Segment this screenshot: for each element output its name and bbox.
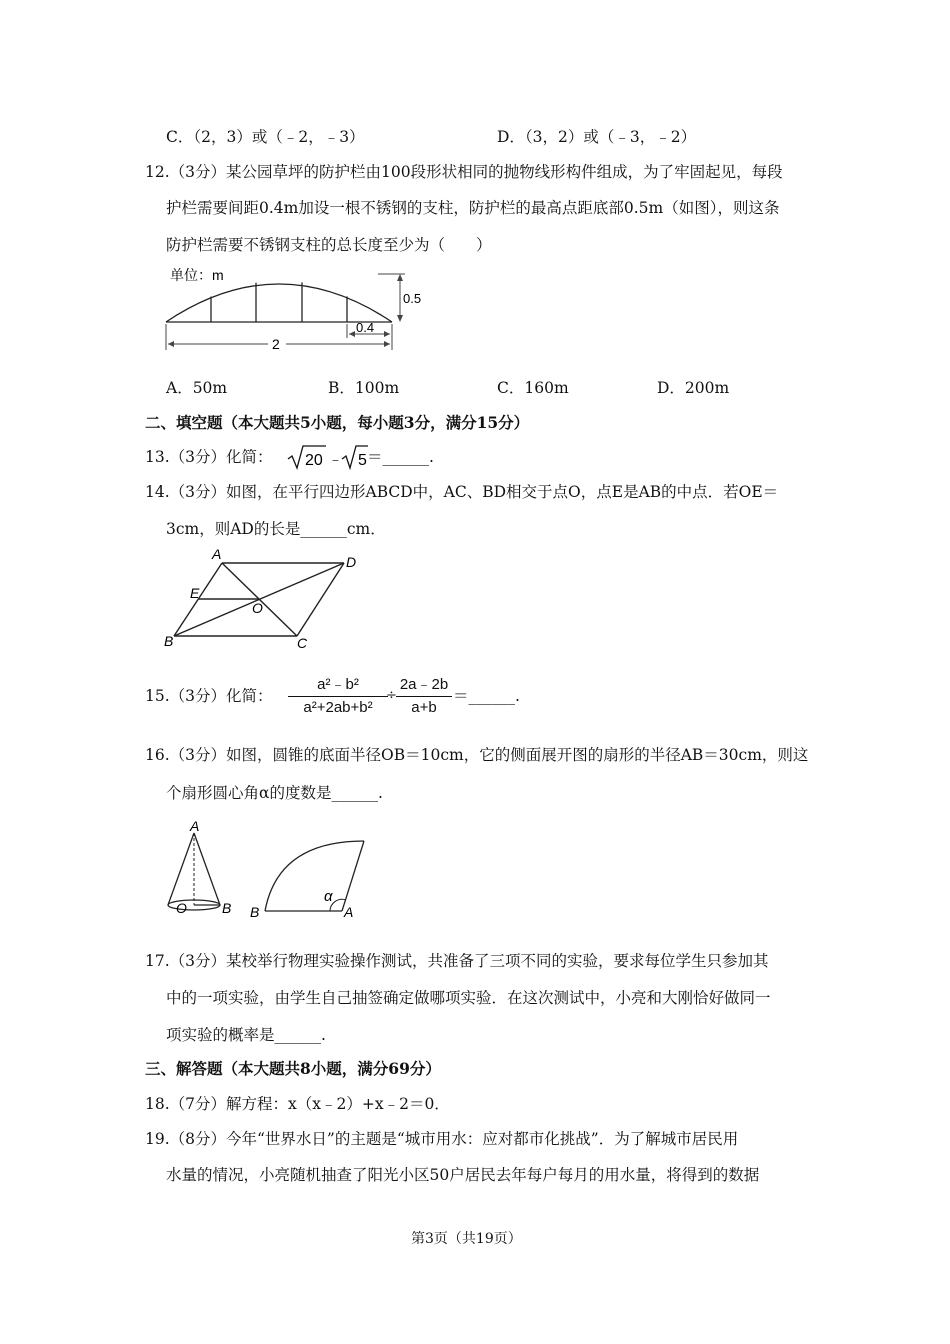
q12-height-label: 0.5 (403, 291, 422, 306)
q17-text-line2: 中的一项实验，由学生自己抽签确定做哪项实验．在这次测试中，小亮和大刚恰好做同一 (166, 989, 771, 1007)
q15-fraction-2 (396, 673, 452, 716)
q11-option-c: C．（2，3）或（﹣2，﹣3） (166, 128, 365, 146)
q13-radicand-1: 20 (305, 452, 323, 469)
q11-option-d: D．（3，2）或（﹣3，﹣2） (497, 128, 697, 146)
section-2-heading: 二、填空题（本大题共5小题，每小题3分，满分15分） (145, 413, 530, 432)
q12-text-line3: 防护栏需要不锈钢支柱的总长度至少为（ ） (166, 236, 492, 254)
q16-text-line1: 16.（3分）如图，圆锥的底面半径OB＝10cm，它的侧面展开图的扇形的半径AB＝30cm，则这 (145, 746, 809, 764)
section-3-heading: 三、解答题（本大题共8小题，满分69分） (145, 1059, 441, 1078)
q16-sector-label-b: B (250, 904, 260, 920)
q16-cone-figure (160, 815, 390, 925)
q14-text-line2: 3cm，则AD的长是______cm． (166, 520, 386, 538)
q16-sector-label-a: A (344, 904, 354, 920)
q14-label-e: E (190, 585, 200, 601)
q14-label-c: C (297, 635, 308, 651)
q14-label-o: O (252, 600, 263, 616)
q16-cone-label-a: A (190, 818, 200, 834)
q12-fence-figure (160, 262, 430, 354)
q12-option-b: B．100m (328, 379, 400, 397)
q19-text-line1: 19.（8分）今年“世界水日”的主题是“城市用水：应对都市化挑战”．为了解城市居民用 (145, 1130, 739, 1148)
q18-text: 18.（7分）解方程：x（x﹣2）+x﹣2＝0． (145, 1095, 450, 1113)
q17-text-line3: 项实验的概率是______. (166, 1026, 326, 1044)
q15-fraction-1 (288, 673, 388, 716)
q14-text-line1: 14.（3分）如图，在平行四边形ABCD中，AC、BD相交于点O，点E是AB的中点．若OE＝ (145, 483, 779, 501)
q12-option-a: A．50m (166, 379, 228, 397)
q14-parallelogram-figure (160, 548, 370, 652)
q13-suffix: ＝______. (367, 448, 434, 466)
q15-divide-sign: ÷ (386, 688, 397, 703)
q16-sector-label-alpha: α (324, 888, 333, 905)
q16-cone-label-o: O (176, 900, 187, 916)
q15-numerator-2: 2a﹣2b (396, 673, 452, 697)
q16-cone-label-b: B (222, 900, 232, 916)
q12-option-d: D．200m (657, 379, 730, 397)
q12-option-c: C．160m (497, 379, 569, 397)
q14-label-b: B (164, 633, 174, 649)
q13-minus: ﹣ (328, 451, 344, 468)
q12-unit-label: 单位：m (170, 267, 224, 283)
q15-denominator-1: a²+2ab+b² (303, 699, 373, 716)
q17-text-line1: 17.（3分）某校举行物理实验操作测试，共准备了三项不同的实验，要求每位学生只参加其 (145, 952, 769, 970)
q15-denominator-2: a+b (411, 699, 437, 716)
q16-text-line2: 个扇形圆心角α的度数是______. (166, 784, 383, 802)
q12-text-line2: 护栏需要间距0.4m加设一根不锈钢的支柱，防护栏的最高点距底部0.5m（如图），则这条 (166, 199, 780, 217)
q12-gap-label: 0.4 (356, 320, 375, 335)
q12-width-label: 2 (272, 336, 280, 352)
q15-prefix: 15.（3分）化简： (145, 687, 273, 705)
q19-text-line2: 水量的情况，小亮随机抽查了阳光小区50户居民去年每户每月的用水量，将得到的数据 (166, 1166, 760, 1184)
q14-label-a: A (212, 548, 222, 562)
page-footer: 第3页（共19页） (411, 1231, 522, 1247)
q15-suffix: ＝______. (453, 687, 520, 705)
q14-label-d: D (346, 554, 357, 570)
q13-radicand-2: 5 (358, 452, 367, 469)
q15-numerator-1: a²﹣b² (288, 673, 388, 697)
q12-text-line1: 12.（3分）某公园草坪的防护栏由100段形状相同的抛物线形构件组成，为了牢固起见，每段 (145, 163, 783, 181)
q13-prefix: 13.（3分）化简： (145, 448, 273, 466)
